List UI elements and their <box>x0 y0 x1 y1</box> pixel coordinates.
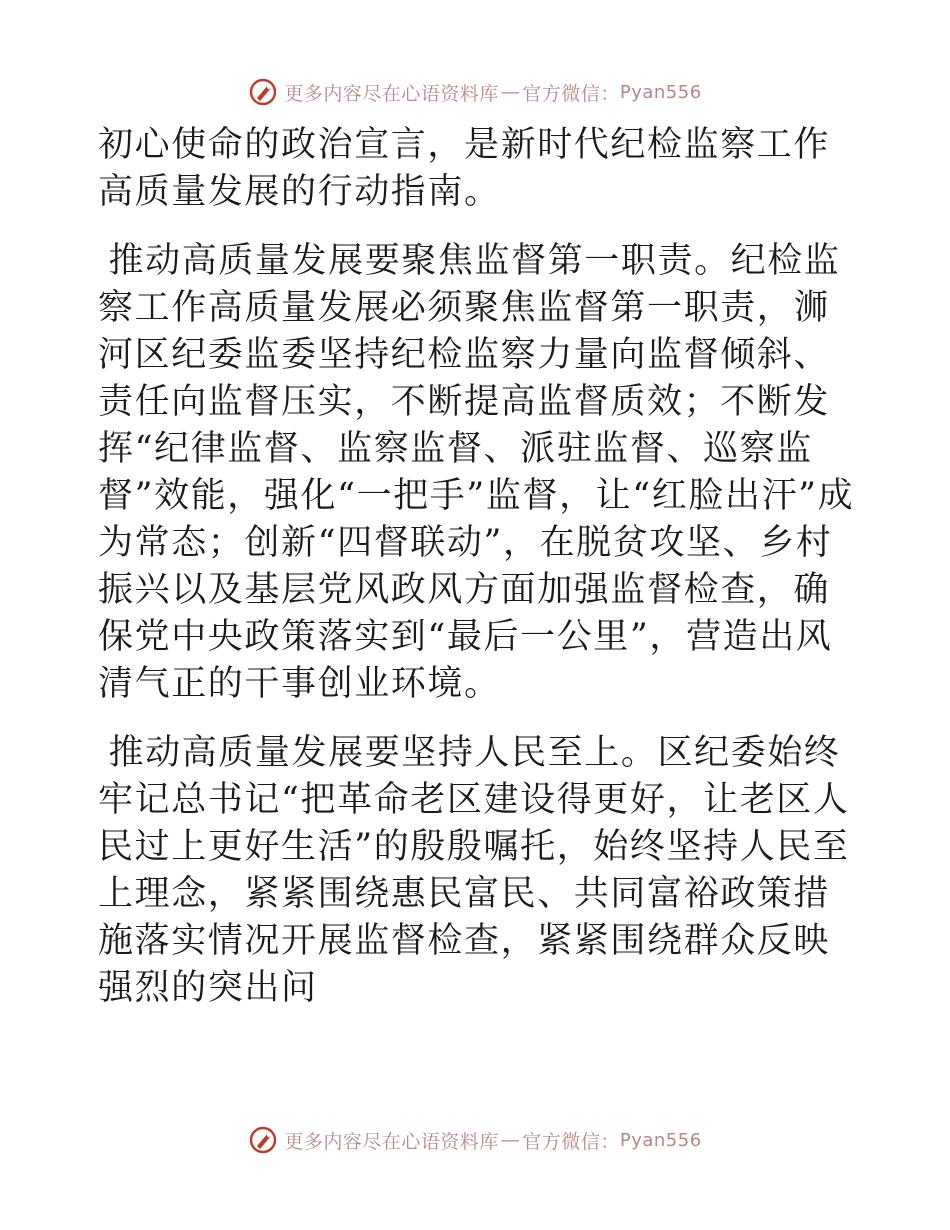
banner-wechat-id: Pyan556 <box>619 1129 702 1151</box>
banner-label: 官方微信： <box>522 82 620 105</box>
footer-watermark <box>0 1120 950 1160</box>
banner-text: 更多内容尽在心语资料库 <box>284 82 499 105</box>
banner-dash: — <box>500 1129 521 1151</box>
banner-text: 更多内容尽在心语资料库 <box>284 1130 499 1153</box>
paragraph-2: 推动高质量发展要聚焦监督第一职责。纪检监察工作高质量发展必须聚焦监督第一职责，浉河区纪委监委坚持纪检监察力量向监督倾斜、责任向监督压实，不断提高监督质效；不断发挥“纪律监督、监察监督、派驻监督、巡察监督”效能，强化“一把手”监督，让“红脸出汗”成为常态；创新“四督联动”，在脱贫攻坚、乡村振兴以及基层党风政风方面加强监督检查，确保党中央政策落实到“最后一公里”，营造出风清气正的干事创业环境。 <box>98 241 855 704</box>
pen-logo-icon <box>248 1125 278 1155</box>
banner-label: 官方微信： <box>522 1130 620 1153</box>
paragraph-1: 初心使命的政治宣言，是新时代纪检监察工作高质量发展的行动指南。 <box>98 125 831 212</box>
paragraph-3: 推动高质量发展要坚持人民至上。区纪委始终牢记总书记“把革命老区建设得更好，让老区人民过上更好生活”的殷殷嘱托，始终坚持人民至上理念，紧紧围绕惠民富民、共同富裕政策措施落实情况开展监督检查，紧紧围绕群众反映强烈的突出问 <box>98 733 850 1008</box>
banner-dash: — <box>500 81 521 103</box>
banner-wechat-id: Pyan556 <box>619 81 702 103</box>
document-body <box>98 122 858 1034</box>
pen-logo-icon <box>248 77 278 107</box>
header-watermark <box>0 72 950 112</box>
